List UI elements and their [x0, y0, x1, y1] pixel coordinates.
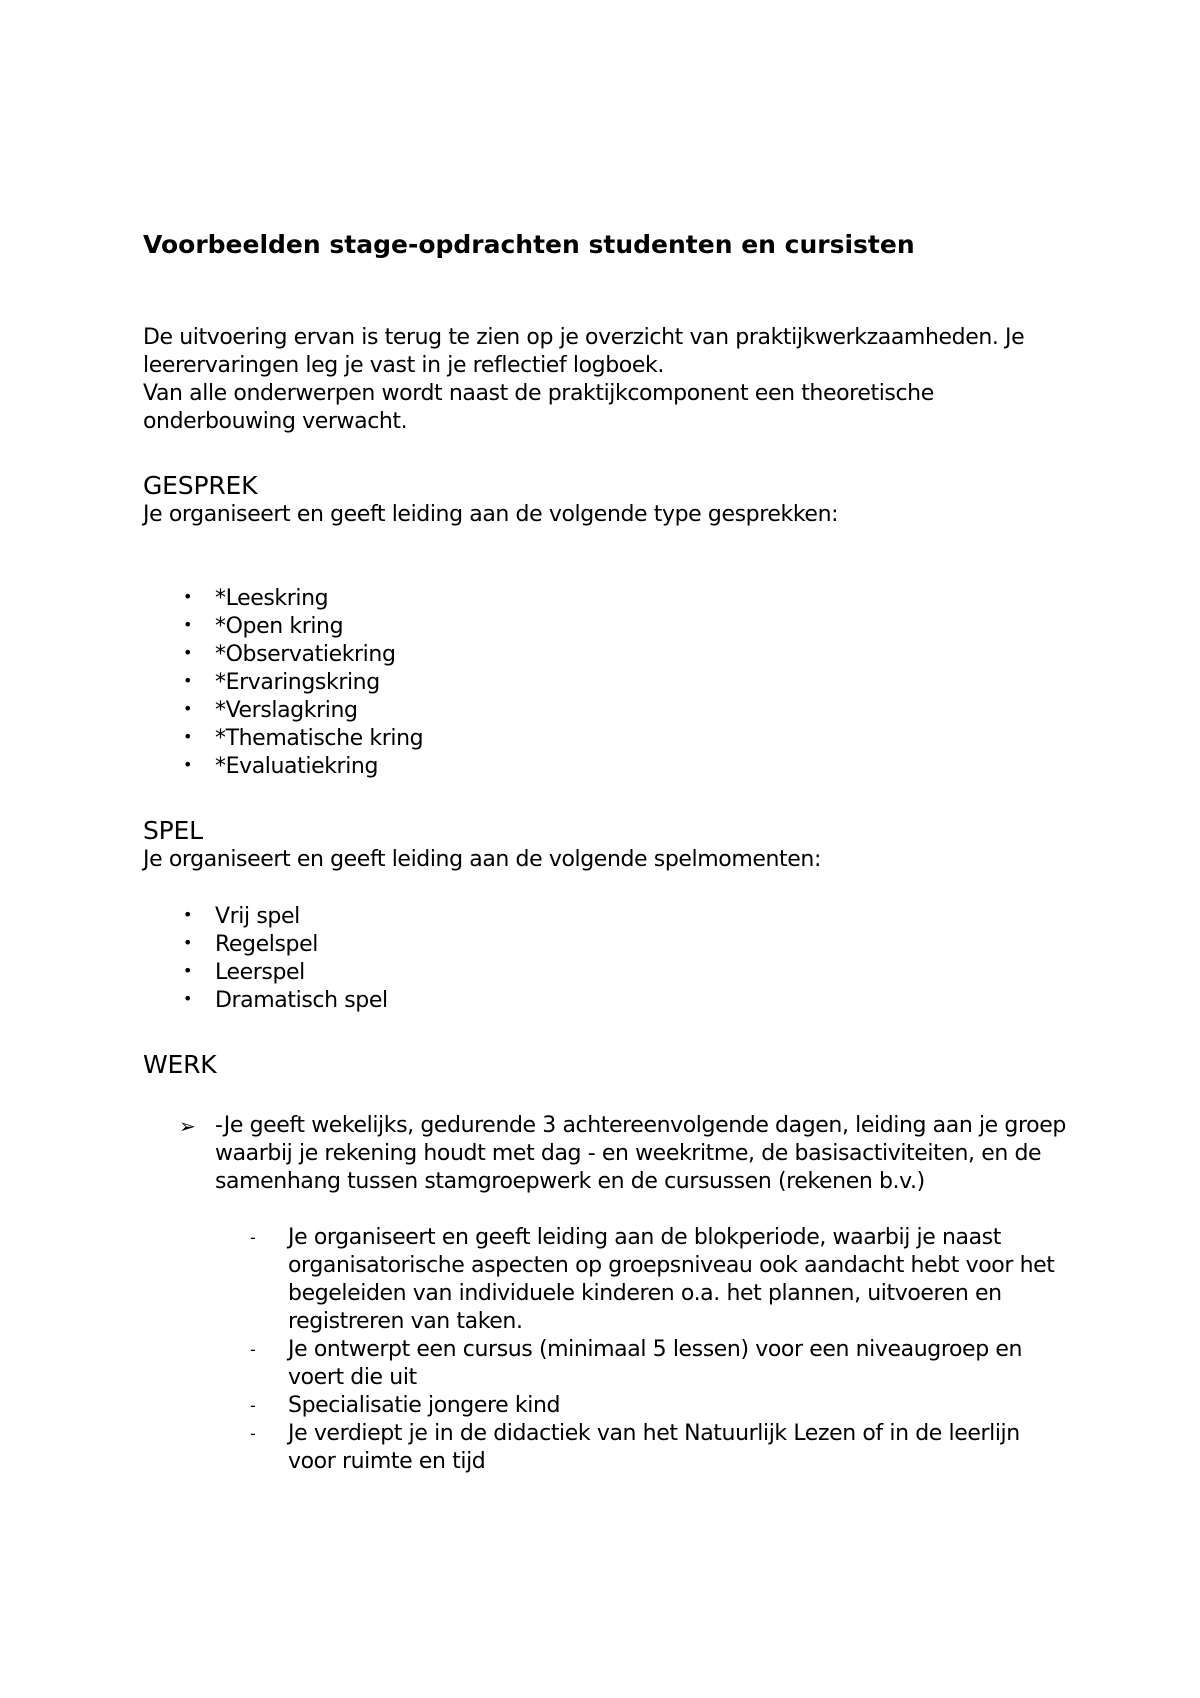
list-item [143, 697, 1083, 725]
arrow-bullet-icon: ➢ [179, 1114, 196, 1138]
document-content [143, 228, 1083, 1476]
bullet-icon: • [183, 755, 193, 774]
list-item [143, 987, 1083, 1015]
list-item-label: Regelspel [215, 932, 318, 957]
section-heading-spel: SPEL [143, 816, 203, 845]
list-item-label: *Observatiekring [215, 642, 396, 667]
bullet-icon: • [183, 587, 193, 606]
bullet-icon: • [183, 727, 193, 746]
werk-main-item-text: -Je geeft wekelijks, gedurende 3 achtereenvolgende dagen, leiding aan je groep waarbij je rekening houdt met dag - en weekritme, de basisactiviteiten, en de samenhang tussen stamgroepwerk en de cursussen (rekenen b.v.) [215, 1113, 1066, 1194]
section-description-gesprek: Je organiseert en geeft leiding aan de volgende type gesprekken: [143, 502, 839, 527]
section-heading-gesprek: GESPREK [143, 471, 258, 500]
bullet-icon: • [183, 671, 193, 690]
list-item [143, 585, 1083, 613]
list-item-label: Specialisatie jongere kind [288, 1393, 561, 1418]
bullet-icon: • [183, 961, 193, 980]
list-item [143, 931, 1083, 959]
dash-bullet-icon: - [250, 1424, 256, 1443]
list-item-label: Je verdiept je in de didactiek van het Natuurlijk Lezen of in de leerlijn voor ruimte en tijd [288, 1421, 1020, 1474]
bullet-icon: • [183, 905, 193, 924]
list-item [143, 725, 1083, 753]
list-item [143, 1420, 1073, 1476]
bullet-icon: • [183, 699, 193, 718]
section-description-spel: Je organiseert en geeft leiding aan de volgende spelmomenten: [143, 847, 821, 872]
dash-bullet-icon: - [250, 1396, 256, 1415]
list-item-label: Je ontwerpt een cursus (minimaal 5 lessen) voor een niveaugroep en voert die uit [288, 1337, 1023, 1390]
list-item [143, 959, 1083, 987]
spel-list [143, 903, 1083, 1015]
list-item-label: Vrij spel [215, 904, 300, 929]
list-item [143, 1224, 1073, 1336]
list-item-label: *Thematische kring [215, 726, 424, 751]
list-item [143, 753, 1083, 781]
intro-text [143, 324, 1083, 436]
list-item-label: Je organiseert en geeft leiding aan de blokperiode, waarbij je naast organisatorische aspecten op groepsniveau ook aandacht hebt voor het begeleiden van individuele kinderen o.a. het plannen, uitvoeren en registreren van taken. [288, 1225, 1055, 1334]
bullet-icon: • [183, 643, 193, 662]
document-title: Voorbeelden stage-opdrachten studenten en cursisten [143, 230, 915, 259]
bullet-icon: • [183, 615, 193, 634]
list-item [143, 903, 1083, 931]
list-item-label: *Evaluatiekring [215, 754, 379, 779]
list-item-label: *Open kring [215, 614, 344, 639]
list-item [143, 641, 1083, 669]
bullet-icon: • [183, 989, 193, 1008]
intro-paragraph: Van alle onderwerpen wordt naast de praktijkcomponent een theoretische onderbouwing verwacht. [143, 381, 934, 434]
section-heading-werk: WERK [143, 1050, 217, 1079]
list-item-label: Dramatisch spel [215, 988, 388, 1013]
intro-paragraph: De uitvoering ervan is terug te zien op je overzicht van praktijkwerkzaamheden. Je leerervaringen leg je vast in je reflectief logboek. [143, 325, 1025, 378]
list-item-label: *Verslagkring [215, 698, 358, 723]
list-item [143, 1336, 1073, 1392]
werk-main-item [143, 1112, 1075, 1196]
list-item [143, 613, 1083, 641]
dash-bullet-icon: - [250, 1340, 256, 1359]
list-item-label: *Ervaringskring [215, 670, 380, 695]
list-item [143, 669, 1083, 697]
dash-bullet-icon: - [250, 1228, 256, 1247]
werk-sub-list [143, 1224, 1083, 1476]
list-item-label: *Leeskring [215, 586, 329, 611]
gesprek-list [143, 585, 1083, 781]
list-item-label: Leerspel [215, 960, 305, 985]
bullet-icon: • [183, 933, 193, 952]
list-item [143, 1392, 1073, 1420]
